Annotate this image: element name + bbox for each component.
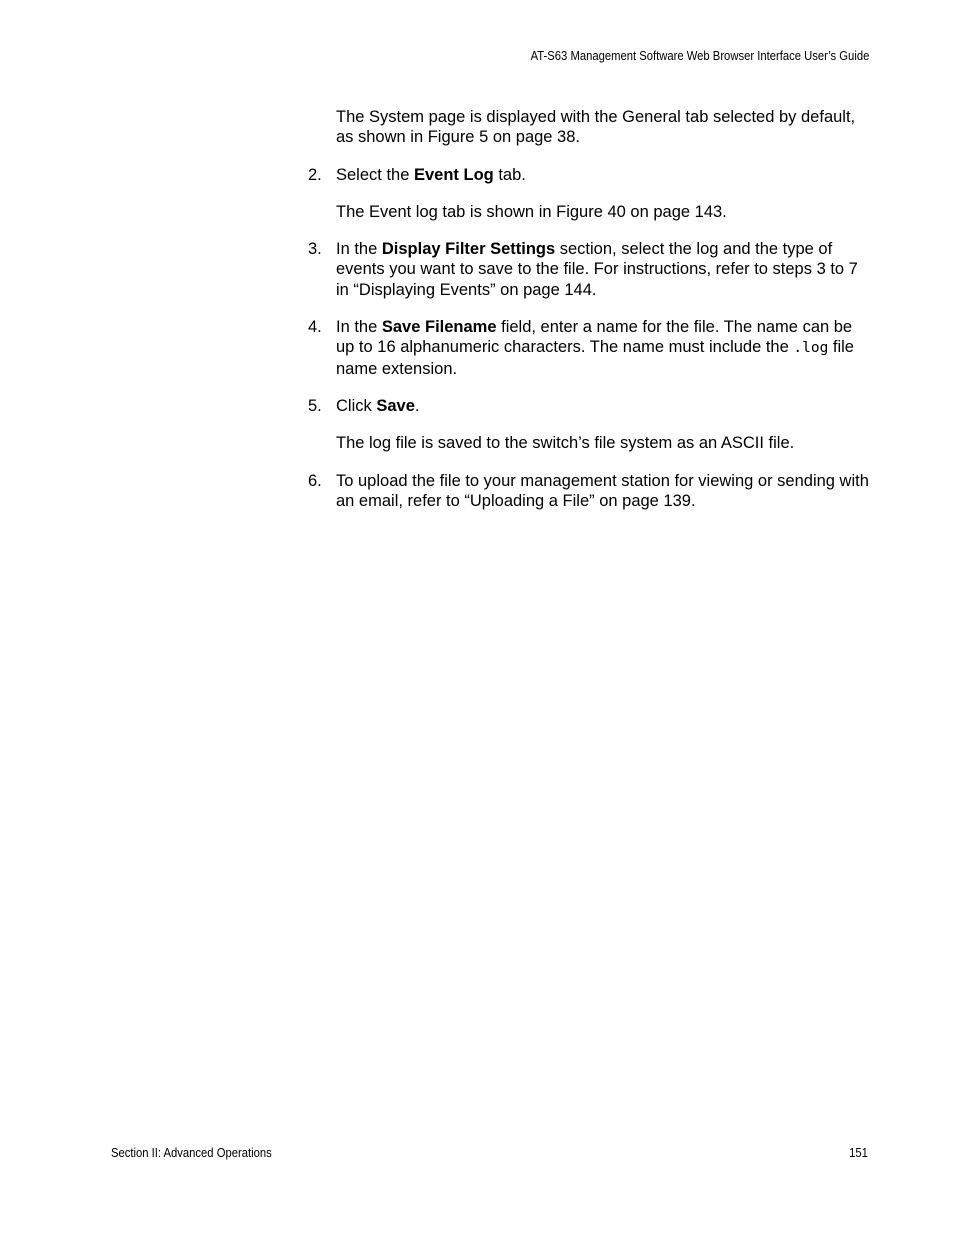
footer-page-number: 151 [849, 1146, 868, 1160]
step-4: 4. In the Save Filename field, enter a name for the file. The name can be up to 16 alphanumeric characters. The name must include the .log file name extension. [308, 318, 854, 378]
step-3: 3. In the Display Filter Settings section, select the log and the type of events you want to save to the file. For instructions, refer to steps 3 to 7 in “Displaying Events” on page 144. [308, 240, 858, 299]
step-number: 3. [308, 240, 322, 259]
procedure-body [308, 107, 870, 528]
step-number: 4. [308, 318, 322, 337]
ui-label-save: Save [376, 396, 415, 415]
step-number: 2. [308, 165, 322, 184]
step-5: 5. Click Save. [308, 396, 420, 415]
step-number: 6. [308, 471, 322, 490]
ui-label-save-filename: Save Filename [381, 318, 497, 337]
ui-label-event-log: Event Log [413, 165, 494, 184]
ui-label-display-filter-settings: Display Filter Settings [381, 240, 556, 259]
step-2-note: The Event log tab is shown in Figure 40 on page 143. [336, 202, 727, 221]
step-number: 5. [308, 396, 322, 415]
intro-paragraph: The System page is displayed with the General tab selected by default, as shown in Figure 5 on page 38. [336, 108, 856, 147]
footer-section: Section II: Advanced Operations [111, 1146, 272, 1160]
file-extension-code: .log [793, 340, 829, 357]
step-5-note: The log file is saved to the switch’s file system as an ASCII file. [336, 434, 795, 453]
step-2: 2. Select the Event Log tab. [308, 165, 526, 184]
running-header: AT-S63 Management Software Web Browser Interface User’s Guide [530, 49, 869, 63]
step-6: 6. To upload the file to your management station for viewing or sending with an email, refer to “Uploading a File” on page 139. [308, 471, 869, 510]
